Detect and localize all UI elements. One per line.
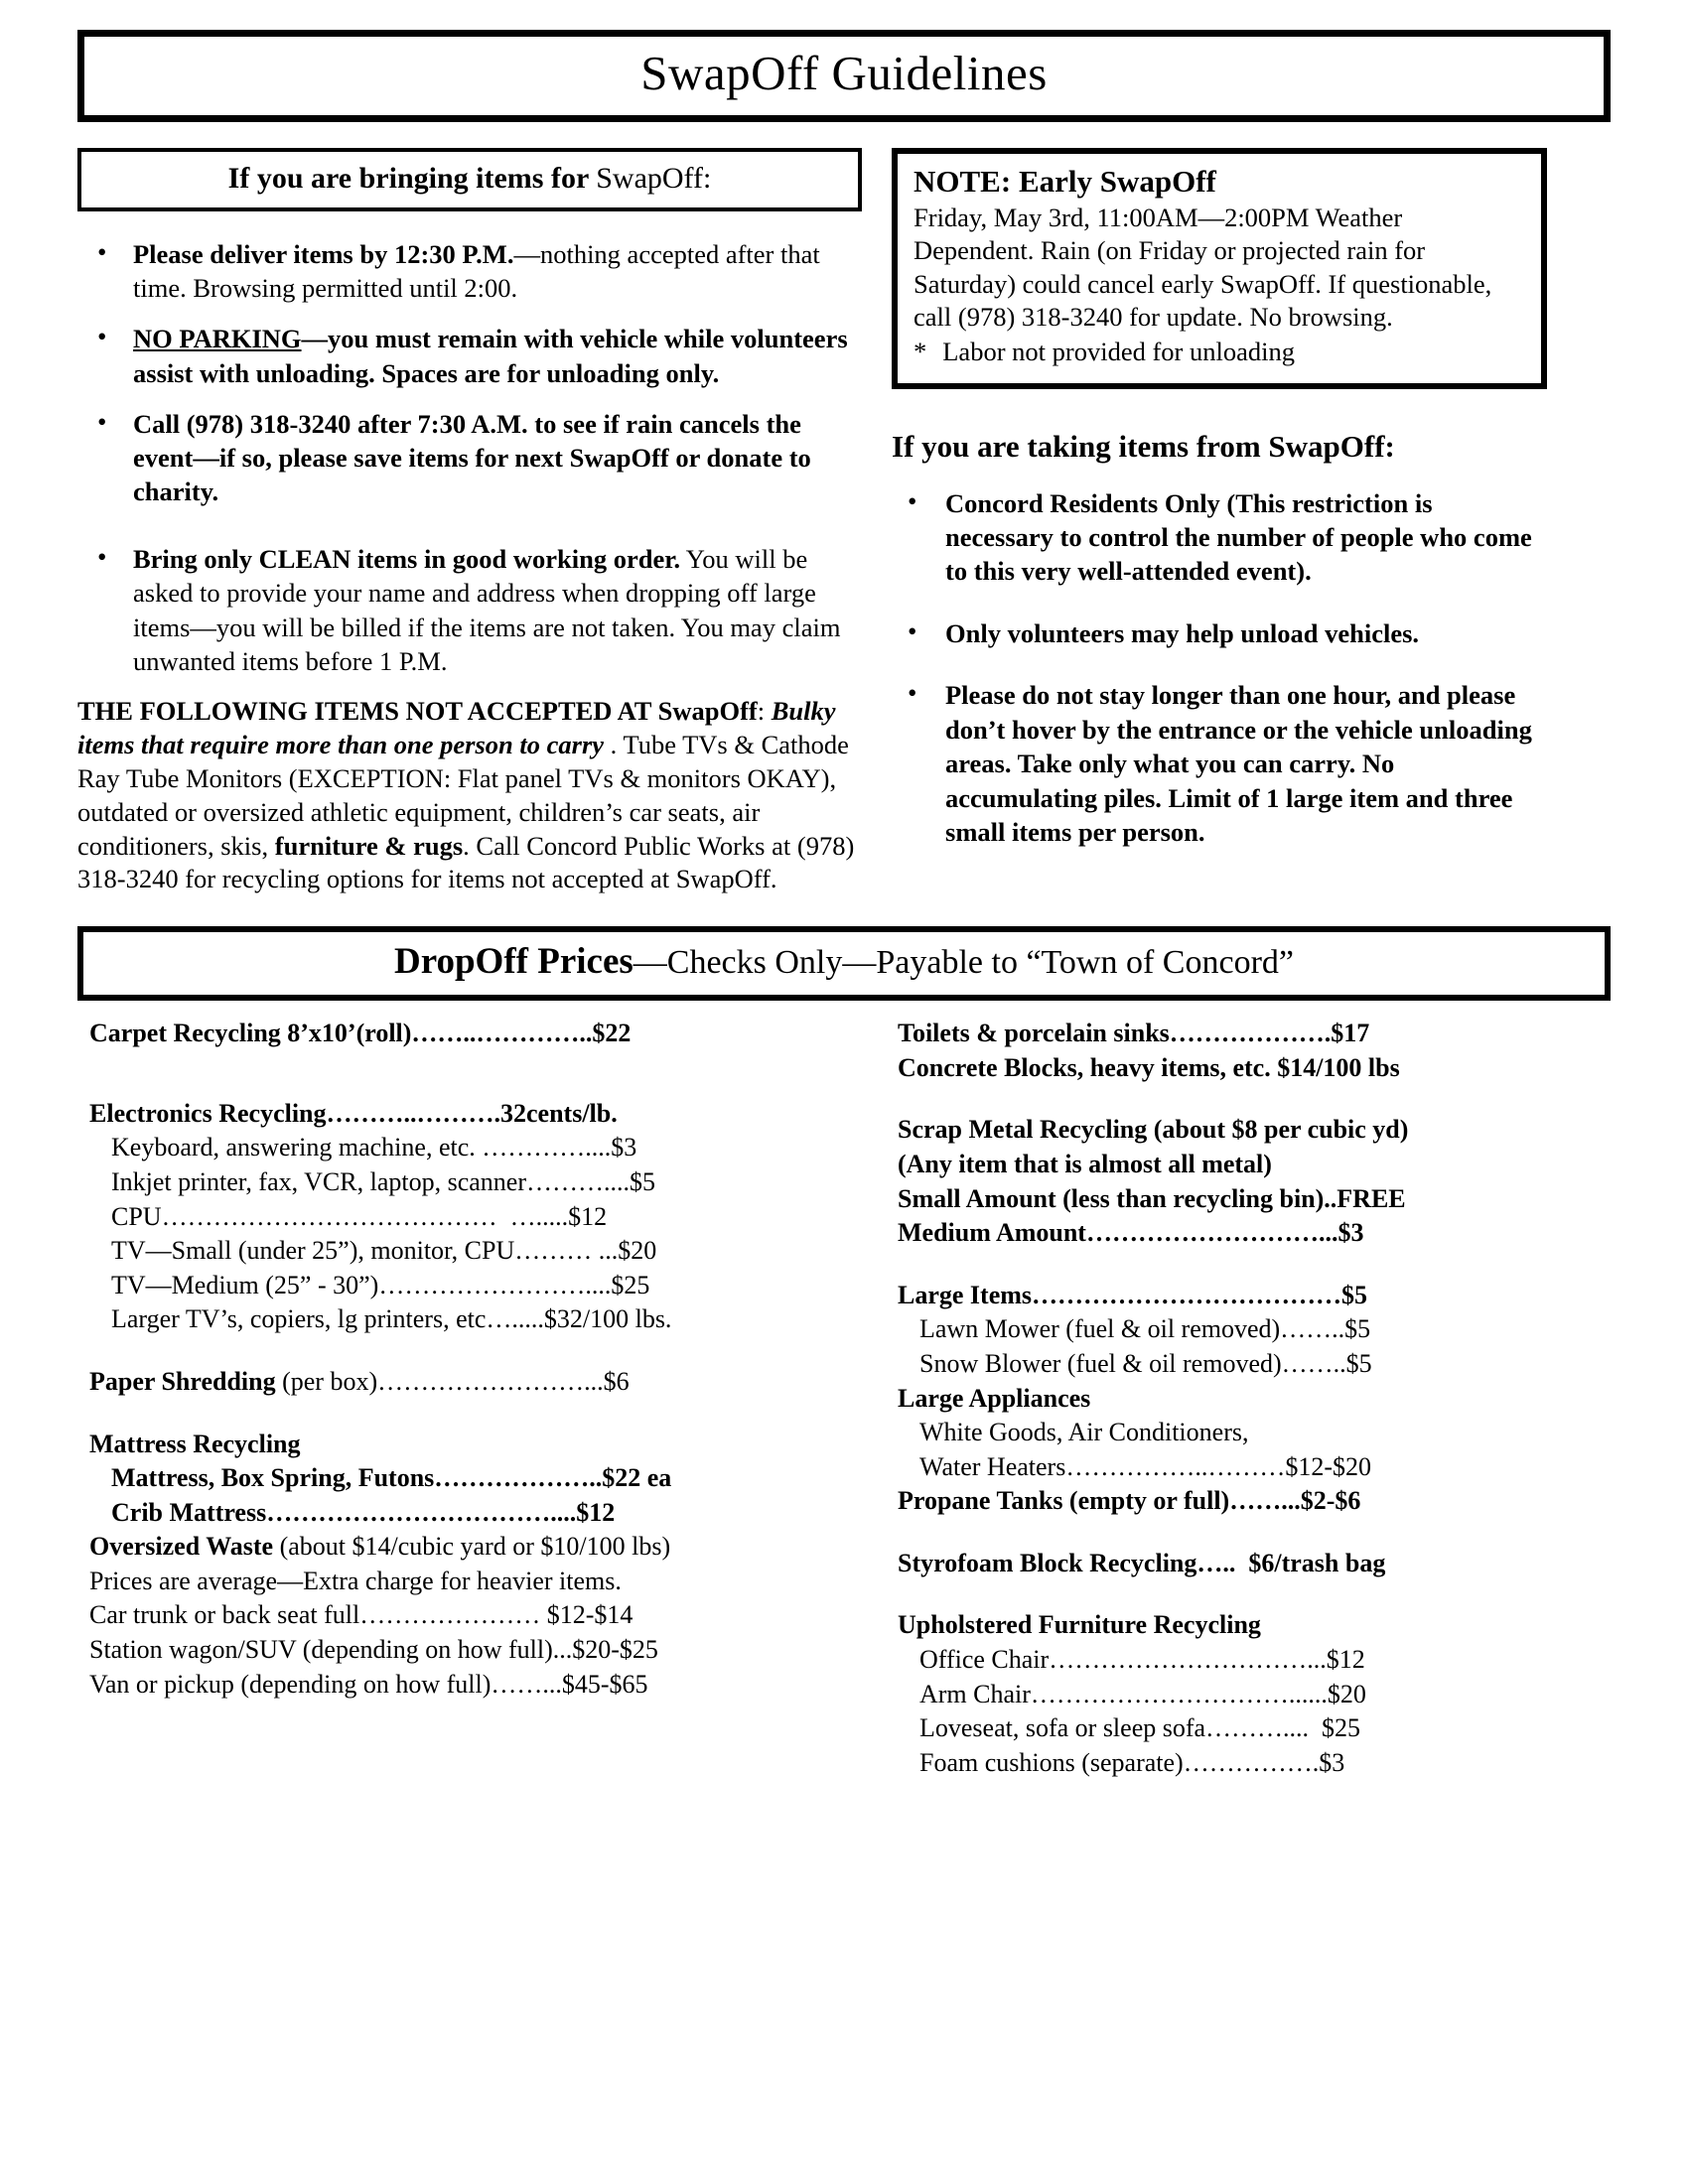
price-line: Propane Tanks (empty or full)……...$2-$6 [898,1486,1361,1516]
taking-column [892,148,1547,877]
dropoff-prices-title: DropOff Prices [394,941,633,983]
price-line: Mattress, Box Spring, Futons………………..$22 ea [111,1463,672,1493]
price-line: Loveseat, sofa or sleep sofa……….... $25 [919,1713,1361,1743]
bullet-4-rest: You will be asked to provide your name and address when dropping off large items—you will be billed if the items are not taken. You may claim unwanted items before 1 P.M. [133,544,841,676]
prices-left-column [77,1017,864,1780]
page-title: SwapOff Guidelines [640,46,1048,100]
bringing-column [77,148,862,896]
price-line: Lawn Mower (fuel & oil removed)……..$5 [919,1314,1371,1344]
taking-header: If you are taking items from SwapOff: [892,428,1395,464]
note-title [914,164,1525,200]
spacer [89,1337,864,1365]
not-accepted-heading: THE FOLLOWING ITEMS NOT ACCEPTED AT SwapOff [77,695,758,726]
spacer [89,1051,864,1097]
spacer [89,1400,864,1428]
price-line: Paper Shredding (per box)……………………...$6 [89,1366,630,1396]
price-line: Crib Mattress……………………………....$12 [111,1497,616,1527]
taking-bullet-list [892,486,1547,850]
bringing-bullet-list [77,237,862,678]
price-line: Water Heaters……………..………$12-$20 [919,1451,1371,1481]
price-line: Prices are average—Extra charge for heavier items. [89,1566,622,1595]
price-line: CPU………………………………… ….....$12 [111,1201,608,1231]
not-accepted-rest1: . Tube TVs & Cathode Ray Tube Monitors (EXCEPTION: Flat panel TVs & monitors OKAY), outdated or oversized athletic equipment, children’s car seats, air conditioners, skis, [77,729,849,861]
list-item [77,237,862,305]
not-accepted-italic: Bulky items that require more than one person to carry [77,695,836,759]
page-title-box [77,30,1611,122]
list-item [77,322,862,389]
price-line: Larger TV’s, copiers, lg printers, etc….....$32/100 lbs. [111,1304,672,1334]
prices-columns [77,1017,1611,1780]
price-line: Snow Blower (fuel & oil removed)……..$5 [919,1348,1372,1378]
prices-right-column [898,1017,1593,1780]
bringing-header-light: SwapOff: [596,162,712,195]
price-line: Medium Amount………………………...$3 [898,1218,1364,1248]
bullet-4-bold: Bring only CLEAN items in good working order. [133,544,681,575]
price-line: Small Amount (less than recycling bin)..FREE [898,1183,1406,1213]
early-swapoff-note-box [892,148,1547,389]
top-columns [77,148,1611,896]
bringing-header [77,148,862,211]
dropoff-prices-subtitle: —Checks Only—Payable to “Town of Concord” [633,944,1294,982]
price-line: Arm Chair…………………………......$20 [919,1679,1366,1708]
taking-bullet-1: Concord Residents Only (This restriction is necessary to control the number of people who come to this very well-attended event). [945,487,1532,587]
list-item [892,486,1547,589]
not-accepted-paragraph [77,695,862,896]
price-line: Styrofoam Block Recycling….. $6/trash bag [898,1548,1386,1577]
price-line: Carpet Recycling 8’x10’(roll)……..…………..$22 [89,1019,632,1048]
spacer [898,1251,1593,1279]
list-item [892,616,1547,650]
list-item [77,542,862,678]
price-line: TV—Medium (25” - 30”)……………………....$25 [111,1270,650,1299]
bullet-2-underline: NO PARKING [133,324,302,354]
price-line: Car trunk or back seat full………………… $12-$14 [89,1600,633,1630]
price-line: Scrap Metal Recycling (about $8 per cubic yd) [898,1115,1409,1145]
note-body: Friday, May 3rd, 11:00AM—2:00PM Weather Dependent. Rain (on Friday or projected rain for Saturday) could cancel early SwapOff. If questionable, call (978) 318-3240 for update. No browsing. [914,203,1492,333]
price-line: Inkjet printer, fax, VCR, laptop, scanner………....$5 [111,1167,655,1197]
bullet-1-bold: Please deliver items by 12:30 P.M. [133,239,514,269]
price-line: Station wagon/SUV (depending on how full)...$20-$25 [89,1635,658,1664]
price-line: (Any item that is almost all metal) [898,1150,1272,1179]
price-line: White Goods, Air Conditioners, [919,1418,1249,1447]
price-line: Electronics Recycling………..……….32cents/lb. [89,1098,618,1128]
price-line: Toilets & porcelain sinks……………….$17 [898,1019,1370,1048]
note-star-line [914,337,1525,367]
price-line: Large Appliances [898,1383,1091,1413]
price-line: Office Chair…………………………...$12 [919,1645,1365,1674]
dropoff-prices-header [77,926,1611,1001]
list-item [77,407,862,509]
not-accepted-colon: : [757,695,772,726]
bullet-1-rest: —nothing accepted after that time. Browsing permitted until 2:00. [133,239,820,304]
spacer [898,1085,1593,1113]
asterisk-icon: * [914,336,927,366]
bullet-3-text: Call (978) 318-3240 after 7:30 A.M. to see if rain cancels the event—if so, please save items for next SwapOff or donate to charity. [133,408,811,507]
note-star-text: Labor not provided for unloading [942,336,1295,366]
price-line: Oversized Waste (about $14/cubic yard or $10/100 lbs) [89,1532,671,1562]
not-accepted-bold2: furniture & rugs [274,830,464,861]
note-heading: Early SwapOff [1011,164,1216,199]
price-line: Foam cushions (separate)…………….$3 [919,1747,1345,1777]
spacer [898,1580,1593,1608]
spacer [898,1519,1593,1547]
note-label: NOTE: [914,164,1012,199]
price-line: Van or pickup (depending on how full)……...$45-$65 [89,1669,648,1699]
list-item [892,678,1547,849]
price-line: Keyboard, answering machine, etc. …………....$3 [111,1133,637,1162]
bullet-2-rest: —you must remain with vehicle while volunteers assist with unloading. Spaces are for unloading only. [133,324,848,388]
price-line: TV—Small (under 25”), monitor, CPU……… ...$20 [111,1236,657,1266]
bringing-header-bold: If you are bringing items for [227,162,597,195]
price-line: Upholstered Furniture Recycling [898,1610,1261,1640]
price-line: Mattress Recycling [89,1429,301,1458]
taking-bullet-3: Please do not stay longer than one hour, and please don’t hover by the entrance or the vehicle unloading areas. Take only what you can carry. No accumulating piles. Limit of 1 large item and three small items per person. [945,680,1532,847]
price-line: Large Items………………………………$5 [898,1280,1368,1309]
taking-bullet-2: Only volunteers may help unload vehicles. [945,617,1420,648]
not-accepted-rest2: . Call Concord Public Works at (978) 318-3240 for recycling options for items not accepted at SwapOff. [77,830,855,894]
price-line: Concrete Blocks, heavy items, etc. $14/100 lbs [898,1052,1400,1082]
